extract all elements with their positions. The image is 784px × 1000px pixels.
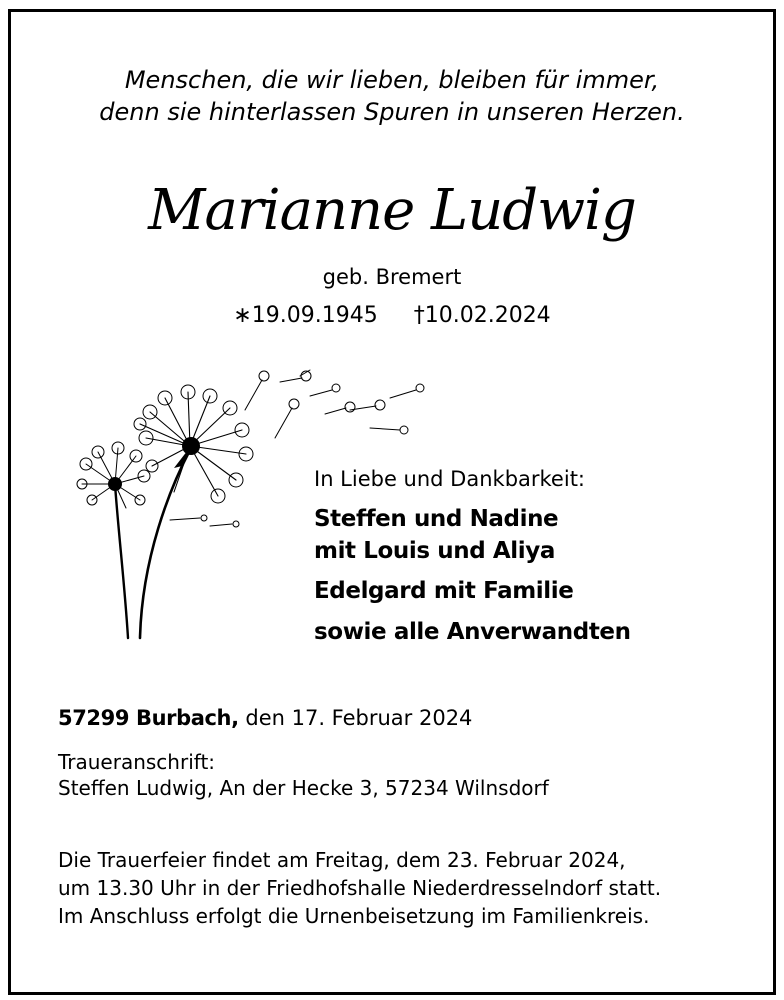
death-date: 10.02.2024 <box>424 303 551 328</box>
mourner-line: Edelgard mit Familie <box>314 578 574 604</box>
mourner-line: sowie alle Anverwandten <box>314 619 631 645</box>
born-name: geb. Bremert <box>322 265 462 289</box>
quote-line-2: denn sie hinterlassen Spuren in unseren Herzen. <box>99 98 685 126</box>
ceremony-line: Die Trauerfeier findet am Freitag, dem 23. Februar 2024, <box>58 848 626 872</box>
memorial-quote <box>0 64 784 128</box>
place-and-date <box>58 706 472 730</box>
address-label: Traueranschrift: <box>58 750 216 774</box>
thanks-intro: In Liebe und Dankbarkeit: <box>314 467 586 491</box>
ceremony-line: Im Anschluss erfolgt die Urnenbeisetzung im Familienkreis. <box>58 904 650 928</box>
death-cross-icon: † <box>413 303 425 328</box>
place: 57299 Burbach, <box>58 706 239 730</box>
deceased-name: Marianne Ludwig <box>148 178 636 243</box>
address-text: Steffen Ludwig, An der Hecke 3, 57234 Wilnsdorf <box>58 776 549 800</box>
quote-line-1: Menschen, die wir lieben, bleiben für immer, <box>124 66 660 94</box>
birth-date: 19.09.1945 <box>251 303 378 328</box>
ceremony-line: um 13.30 Uhr in der Friedhofshalle Niederdresselndorf statt. <box>58 876 662 900</box>
notice-date: den 17. Februar 2024 <box>245 706 473 730</box>
mourner-line: mit Louis und Aliya <box>314 538 555 564</box>
birth-symbol-icon: ∗ <box>233 303 252 328</box>
life-dates <box>0 303 784 328</box>
mourner-line: Steffen und Nadine <box>314 506 559 532</box>
